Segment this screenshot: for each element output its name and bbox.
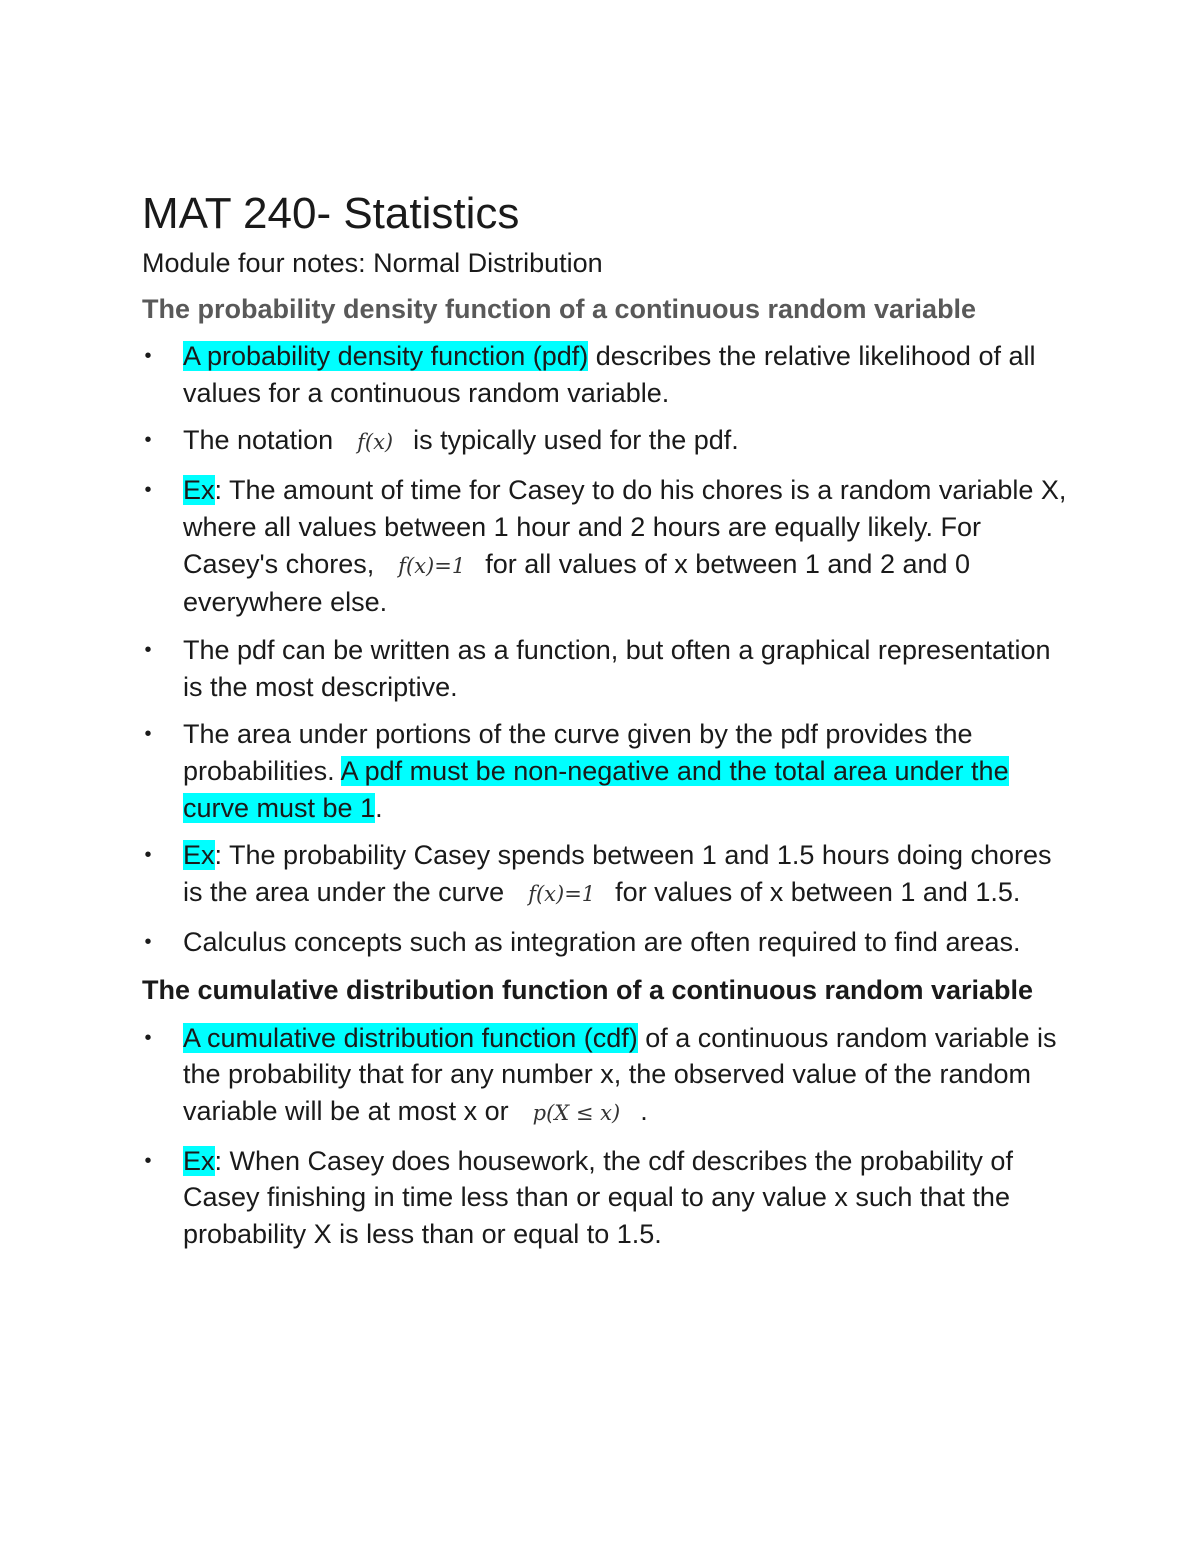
math-expression: f(x) [357,430,394,455]
bullet-text: : When Casey does housework, the cdf describes the probability of Casey finishing in time less than or equal to any value x such that the probability X is less than or equal to 1.5. [183,1145,1013,1250]
page-title: MAT 240- Statistics [142,189,520,238]
list-item [142,422,1067,461]
bullet-text: for values of x between 1 and 1.5. [615,877,1021,908]
document-page [142,186,1067,1264]
section-heading-pdf: The probability density function of a continuous random variable [142,294,977,324]
list-item [142,632,1067,705]
math-expression: f(x)=1 [398,553,466,578]
bullet-icon: • [144,1149,152,1172]
bullet-icon: • [144,930,152,953]
list-item [142,472,1067,621]
bullet-text: The area under portions of the curve given by the pdf provides the probabilities. [183,719,973,787]
bullet-icon: • [144,844,152,867]
list-item [142,924,1067,961]
list-item [142,837,1067,912]
bullet-text: describes the relative likelihood of all values for a continuous random variable. [183,341,1036,408]
highlighted-term: Ex [183,1145,215,1176]
highlighted-term: A cumulative distribution function (cdf) [183,1022,638,1053]
bullet-text: : The amount of time for Casey to do his chores is a random variable X, where all values between 1 hour and 2 hours are equally likely. For Casey's chores, [183,475,1067,579]
list-item [142,1143,1067,1253]
bullet-icon: • [144,1026,152,1049]
highlighted-term: Ex [183,840,215,871]
bullet-icon: • [144,638,152,661]
page-subtitle: Module four notes: Normal Distribution [142,248,603,278]
bullet-icon: • [144,345,152,367]
bullet-icon: • [144,723,152,746]
highlighted-term: Ex [183,475,215,506]
cdf-bullet-list [142,1020,1067,1253]
bullet-text: Calculus concepts such as integration are often required to find areas. [183,926,1021,957]
math-expression: f(x)=1 [528,882,596,907]
pdf-bullet-list [142,338,1067,961]
section-heading-cdf: The cumulative distribution function of a continuous random variable [142,974,1034,1005]
bullet-icon: • [144,479,152,502]
bullet-text: The pdf can be written as a function, but often a graphical representation is the most descriptive. [183,634,1051,702]
bullet-text: The notation [183,425,334,456]
bullet-text: . [375,792,383,823]
bullet-text: : The probability Casey spends between 1 and 1.5 hours doing chores is the area under the curve [183,840,1052,908]
bullet-text: for all values of x between 1 and 2 and 0 everywhere else. [183,548,971,618]
list-item [142,716,1067,826]
list-item [142,338,1067,411]
bullet-text: is typically used for the pdf. [413,425,739,456]
bullet-icon: • [144,429,152,452]
list-item [142,1020,1067,1132]
bullet-text: of a continuous random variable is the probability that for any number x, the observed value of the random variable will be at most x or [183,1022,1057,1126]
math-expression: p(X ≤ x) [532,1100,621,1125]
bullet-text: . [640,1095,648,1126]
highlighted-term: A probability density function (pdf) [183,341,589,371]
highlighted-term: A pdf must be non-negative and the total area under the curve must be 1 [183,756,1009,823]
